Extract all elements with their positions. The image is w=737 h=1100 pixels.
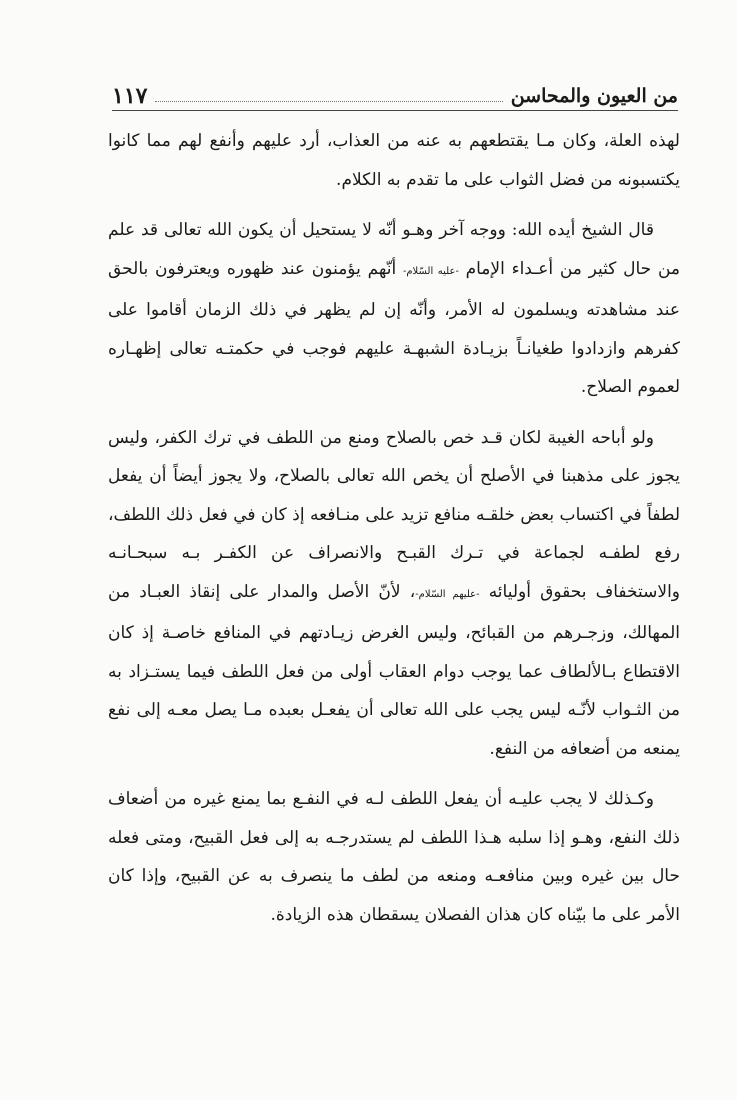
honorific-phrase: -عليهم السّلام- — [415, 588, 480, 600]
paragraph-2-text-a: قال الشيخ أيده الله: ووجه آخر وهـو أنّه لا يستحيل أن يكون الله تعالى قد علم من حال كثير من أعـداء الإمام — [108, 220, 680, 279]
paragraph-3-text-b: ، لأنّ الأصل والمدار على إنقاذ العبـاد من المهالك، وزجـرهم من القبائح، وليس الغرض زيـادتهم في المنافع خاصـة إذ كان الاقتطاع بـالألطاف عما يوجب دوام العقاب أولى من فعل اللطف فيما يستـزاد به من الثـواب لأنّـه ليس يجب على الله تعالى أن يفعـل بعبده مـا يصل معـه إلى نفع يمنعه من أضعافه من النفع. — [108, 581, 680, 759]
paragraph-2 — [108, 211, 680, 407]
honorific-phrase: -عليه السّلام- — [402, 265, 459, 277]
running-title: من العيون والمحاسن — [510, 85, 678, 107]
running-header — [112, 78, 678, 111]
paragraph-4: وكـذلك لا يجب عليـه أن يفعل اللطف لـه في النفـع بما يمنع غيره من أضعاف ذلك النفع، وهـو إذا سلبه هـذا اللطف لم يستدرجـه به إلى فعل القبيح، ومتى فعله حال بين غيره وبين منافعـه ومنعه من لطف ما ينصرف به عن القبيح، وإذا كان الأمر على ما بيّناه كان هذان الفصلان يسقطان هذه الزيادة. — [108, 789, 680, 925]
body-text — [108, 122, 680, 946]
page-number: ١١٧ — [112, 83, 148, 109]
paragraph-3-text-a: ولو أباحه الغيبة لكان قـد خص بالصلاح ومنع من اللطف في ترك الكفر، وليس يجوز على مذهبنا في الأصلح أن يخص الله تعالى بالصلاح، ولا يجوز أيضاً أن يفعل لطفاً في اكتساب بعض خلقـه منافع تزيد على منـافعه إذ كان في فعل ذلك اللطف، رفع لطفـه لجماعة في تـرك القبـح والانصراف عن الكفـر بـه سبحـانـه والاستخفاف بحقوق أوليائه — [108, 427, 680, 602]
paragraph-2-text-b: أنّهم يؤمنون عند ظهوره ويعترفون بالحق عند مشاهدته ويسلمون له الأمر، وأنّه إن لم يظهر في ذلك الزمان أقاموا على كفرهم وازدادوا طغيانـاً بزيـادة الشبهـة عليهم فوجب في حكمتـه تعالى إظهـاره لعموم الصلاح. — [108, 258, 680, 397]
paragraph-3 — [108, 419, 680, 769]
dotted-leader — [155, 101, 502, 102]
paragraph-1: لهذه العلة، وكان مـا يقتطعهم به عنه من العذاب، أرد عليهم وأنفع لهم مما كانوا يكتسبونه من فضل الثواب على ما تقدم به الكلام. — [108, 131, 680, 190]
